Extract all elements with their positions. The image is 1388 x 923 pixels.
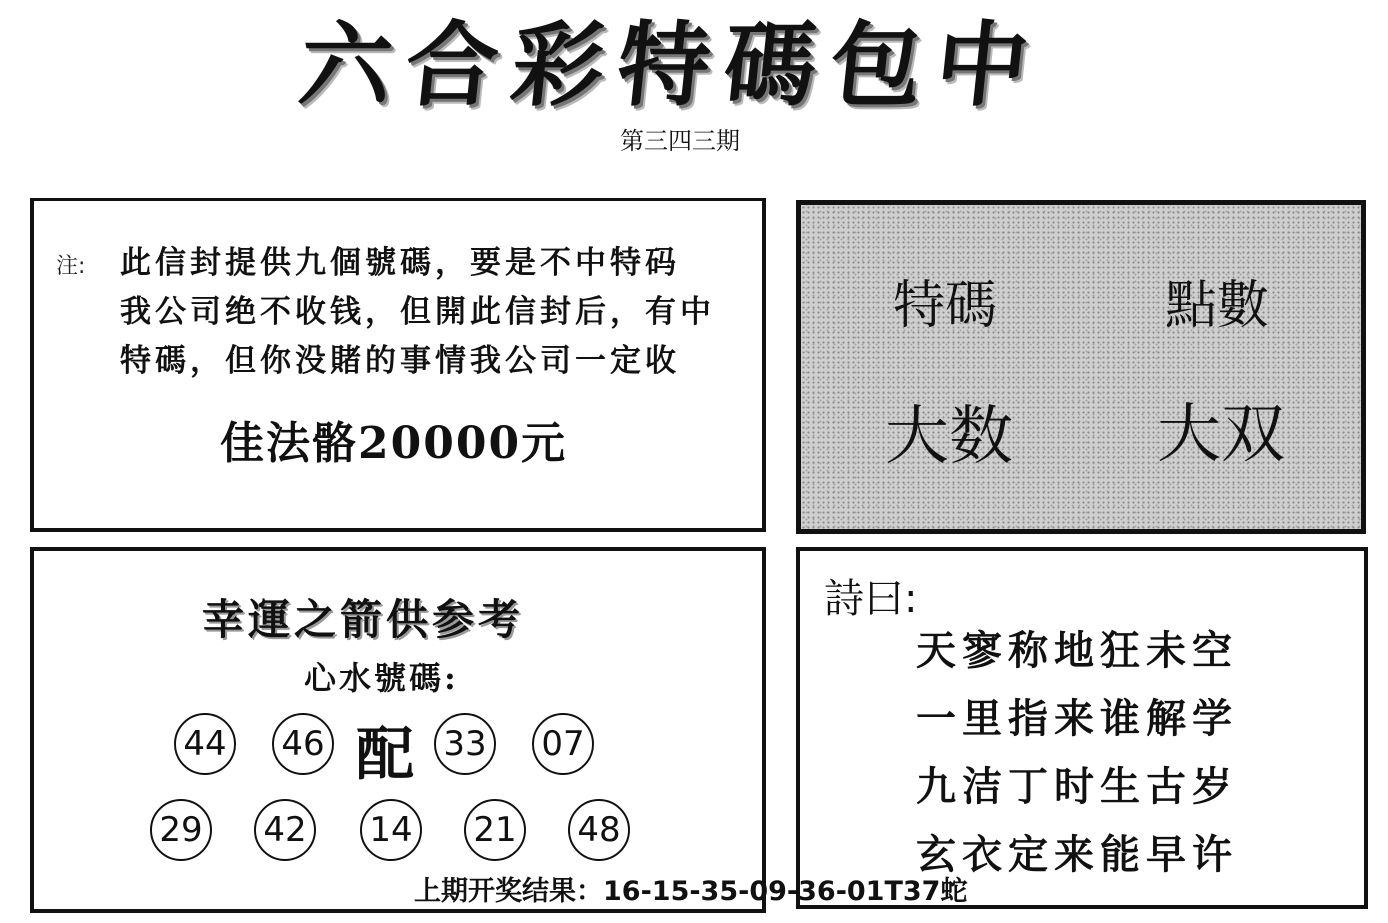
- note-text: [120, 239, 740, 386]
- poem-line: 天寥称地狂未空: [916, 627, 1238, 674]
- issue-number: 第三四三期: [620, 127, 740, 155]
- note-line: 此信封提供九個號碼，要是不中特码: [120, 245, 680, 281]
- poem-line: 一里指来谁解学: [916, 695, 1238, 742]
- note-line: 我公司绝不收钱，但開此信封后，有中: [120, 294, 715, 330]
- code-value-left: 大数: [885, 400, 1013, 474]
- last-draw-result: 上期开奖结果：16-15-35-09-36-01T37蛇: [414, 876, 968, 907]
- number-ball: 44: [174, 713, 236, 775]
- number-ball: 07: [532, 713, 594, 775]
- number-ball: 33: [434, 713, 496, 775]
- poem-text: [916, 617, 1238, 889]
- number-ball: 48: [568, 799, 630, 861]
- note-line: 特碼，但你没賭的事情我公司一定收: [120, 343, 680, 379]
- poem-label: 詩曰:: [824, 576, 918, 622]
- poem-line: 九洁丁时生古岁: [916, 763, 1238, 810]
- poem-panel: [796, 547, 1368, 909]
- number-ball: 21: [464, 799, 526, 861]
- number-ball: 46: [272, 713, 334, 775]
- number-ball: 14: [360, 799, 422, 861]
- code-value-right: 大双: [1157, 398, 1285, 472]
- number-ball: 29: [150, 799, 212, 861]
- pair-word: 配: [356, 720, 415, 788]
- lucky-numbers-panel: [30, 547, 766, 913]
- note-label: 注:: [56, 254, 86, 279]
- code-label-right: 點數: [1165, 276, 1270, 336]
- main-title: 六合彩特碼包中: [294, 11, 1048, 119]
- note-panel: [30, 198, 766, 532]
- number-ball: 42: [254, 799, 316, 861]
- special-code-panel: [796, 200, 1366, 534]
- lucky-subtitle: 心水號碼:: [304, 659, 459, 697]
- code-label-left: 特碼: [893, 276, 998, 336]
- lucky-title: 幸運之箭供参考: [202, 595, 525, 644]
- prize-amount: 佳法骼20000元: [220, 418, 568, 469]
- poem-line: 玄衣定来能早许: [916, 831, 1238, 878]
